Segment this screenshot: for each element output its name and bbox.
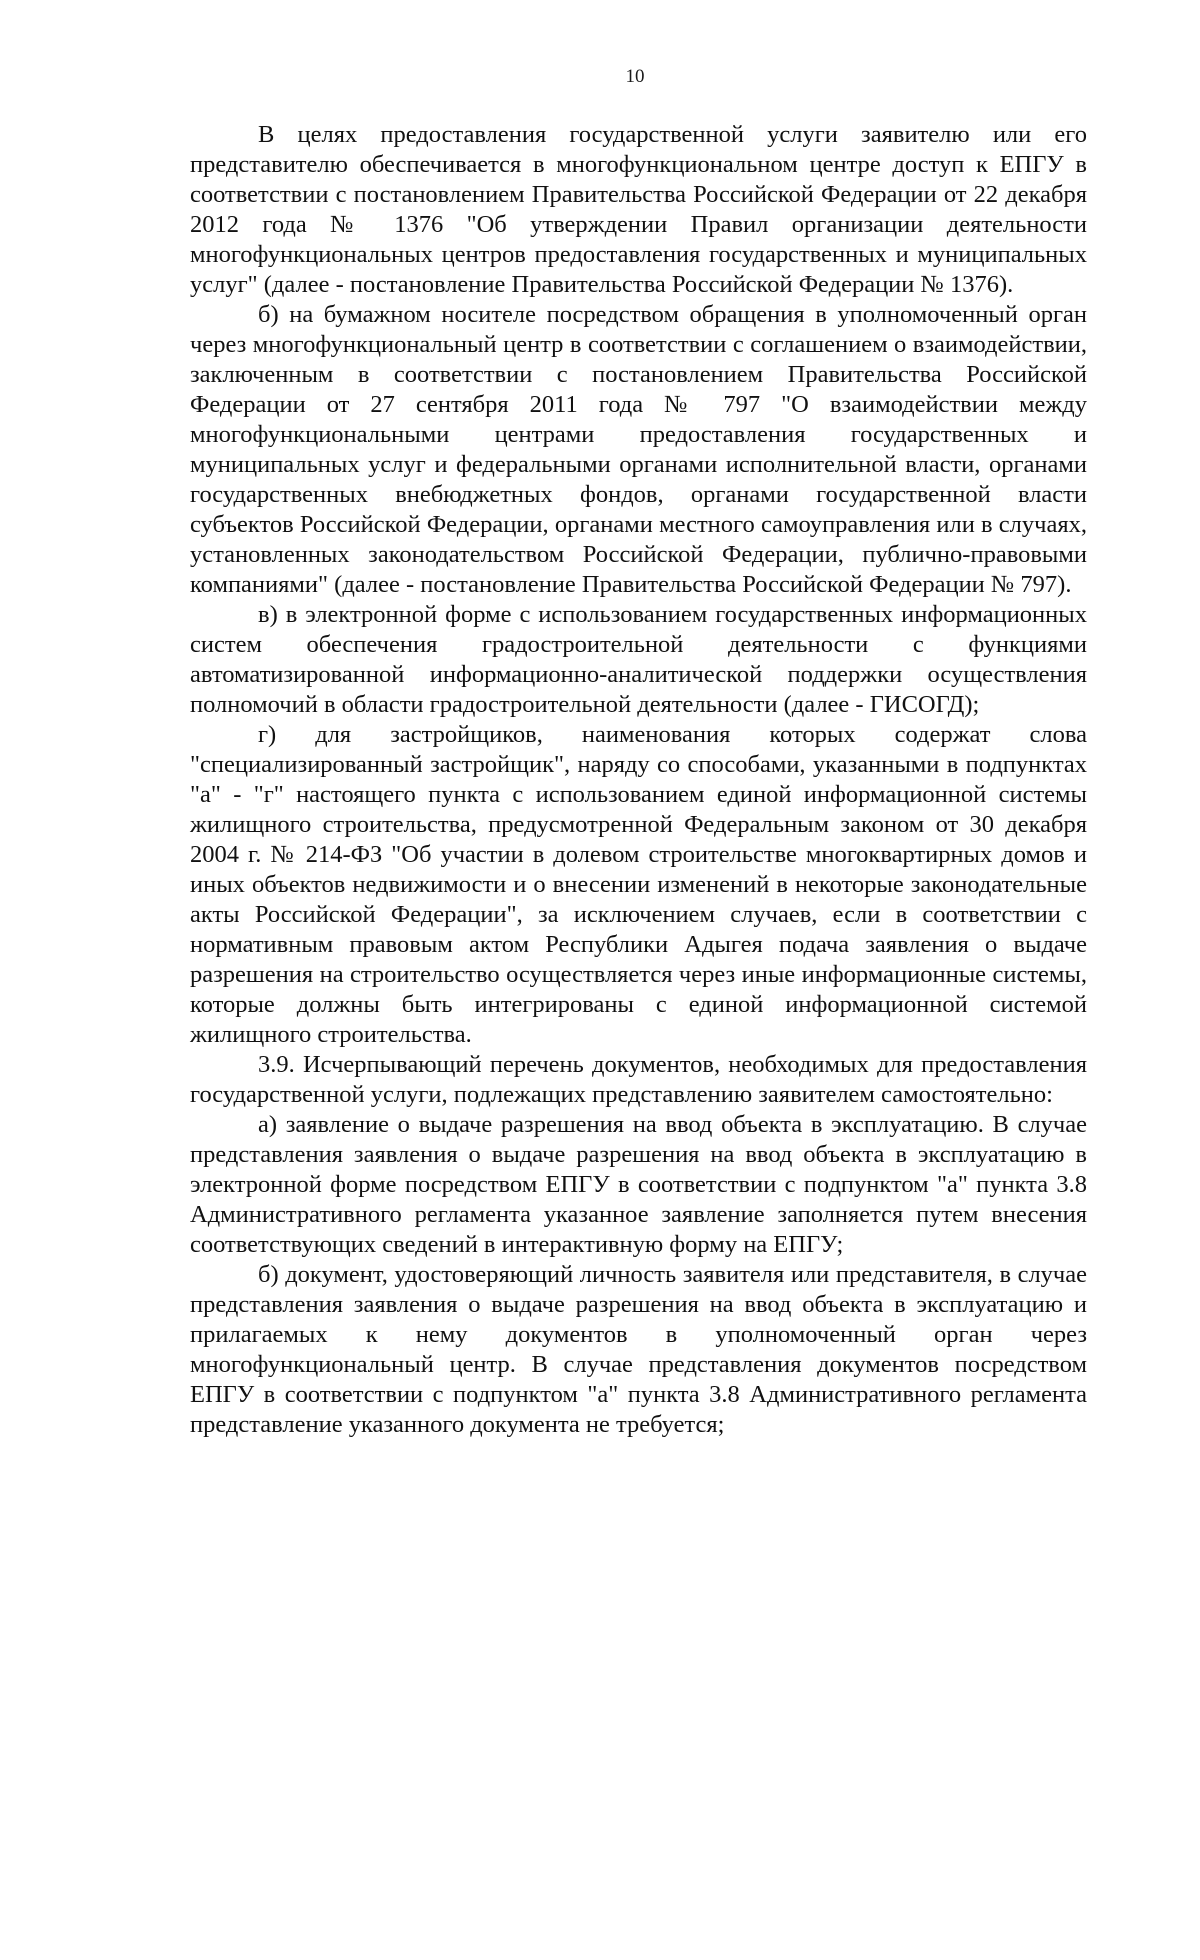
paragraph-item-b-identity-document: б) документ, удостоверяющий личность заявителя или представителя, в случае представления заявления о выдаче разрешения на ввод объекта в эксплуатацию и прилагаемых к нему документов в уполномоченный орган через многофункциональный центр. В случае представления документов посредством ЕПГУ в соответствии с подпунктом "а" пункта 3.8 Административного регламента представление указанного документа не требуется; (190, 1261, 1087, 1438)
paragraph-item-a-application: а) заявление о выдаче разрешения на ввод объекта в эксплуатацию. В случае представления заявления о выдаче разрешения на ввод объекта в эксплуатацию в электронной форме посредством ЕПГУ в соответствии с подпунктом "а" пункта 3.8 Административного регламента указанное заявление заполняется путем внесения соответствующих сведений в интерактивную форму на ЕПГУ; (190, 1111, 1087, 1258)
paragraph-epgu-access: В целях предоставления государственной услуги заявителю или его представителю обеспечивается в многофункциональном центре доступ к ЕПГУ в соответствии с постановлением Правительства Российской Федерации от 22 декабря 2012 года № 1376 "Об утверждении Правил организации деятельности многофункциональных центров предоставления государственных и муниципальных услуг" (далее - постановление Правительства Российской Федерации № 1376). (190, 121, 1087, 298)
paragraph-specialized-developer: г) для застройщиков, наименования которых содержат слова "специализированный застройщик", наряду со способами, указанными в подпунктах "а" - "г" настоящего пункта с использованием единой информационной системы жилищного строительства, предусмотренной Федеральным законом от 30 декабря 2004 г. № 214-ФЗ "Об участии в долевом строительстве многоквартирных домов и иных объектов недвижимости и о внесении изменений в некоторые законодательные акты Российской Федерации", за исключением случаев, если в соответствии с нормативным правовым актом Республики Адыгея подача заявления о выдаче разрешения на строительство осуществляется через иные информационные системы, которые должны быть интегрированы с единой информационной системой жилищного строительства. (190, 721, 1087, 1048)
document-body (190, 120, 1087, 1440)
paragraph-paper-submission: б) на бумажном носителе посредством обращения в уполномоченный орган через многофункциональный центр в соответствии с соглашением о взаимодействии, заключенным в соответствии с постановлением Правительства Российской Федерации от 27 сентября 2011 года № 797 "О взаимодействии между многофункциональными центрами предоставления государственных и муниципальных услуг и федеральными органами исполнительной власти, органами государственных внебюджетных фондов, органами государственной власти субъектов Российской Федерации, органами местного самоуправления или в случаях, установленных законодательством Российской Федерации, публично-правовыми компаниями" (далее - постановление Правительства Российской Федерации № 797). (190, 301, 1087, 598)
paragraph-electronic-gisogd: в) в электронной форме с использованием государственных информационных систем обеспечения градостроительной деятельности с функциями автоматизированной информационно-аналитической поддержки осуществления полномочий в области градостроительной деятельности (далее - ГИСОГД); (190, 601, 1087, 718)
page-number: 10 (625, 66, 645, 87)
paragraph-section-3-9: 3.9. Исчерпывающий перечень документов, необходимых для предоставления государственной услуги, подлежащих представлению заявителем самостоятельно: (190, 1051, 1087, 1108)
